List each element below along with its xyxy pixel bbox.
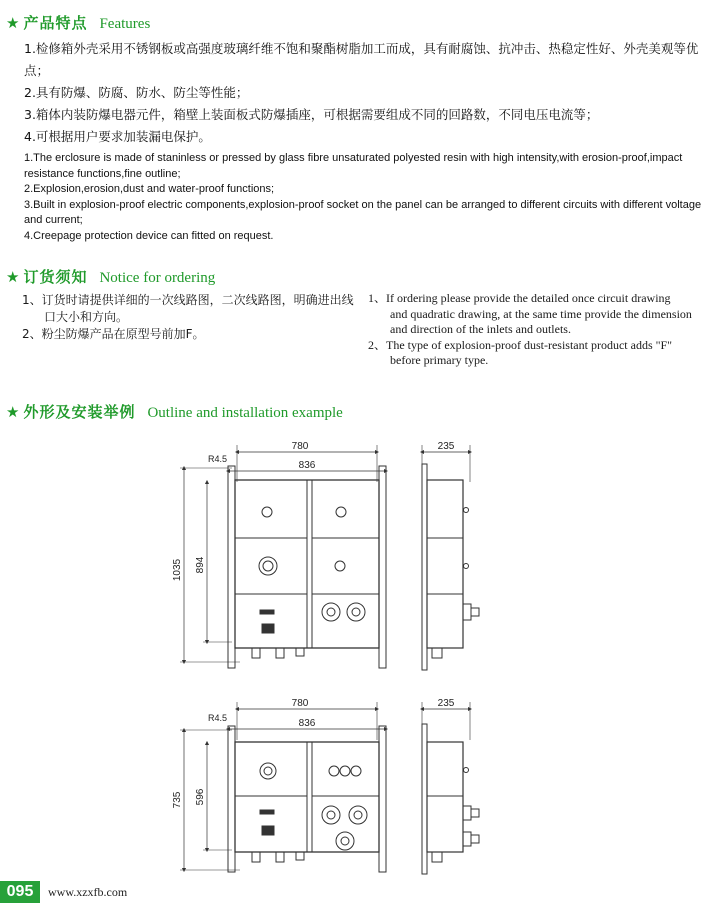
- features-en-item: 4.Creepage protection device can fitted on request.: [24, 229, 274, 242]
- drawing1-radius: R4.5: [208, 454, 228, 464]
- drawing2-height-body: 596: [195, 788, 206, 806]
- drawing1-depth: 235: [437, 441, 455, 452]
- star-icon: ★: [6, 403, 20, 421]
- features-en-item: 1.The erclosure is made of staninless or pressed by glass fibre unsaturated polyested resin with high intensity,with erosion-proof,impact resistance functions,fine outline;: [24, 152, 683, 180]
- ordering-cn-item: 2、粉尘防爆产品在原型号前加F。: [22, 327, 205, 341]
- features-en-list: [24, 151, 704, 244]
- drawing1-front-view: [180, 445, 386, 668]
- drawing2-radius: R4.5: [208, 713, 228, 723]
- ordering-heading: ★ 订货须知 Notice for ordering: [6, 268, 216, 286]
- features-cn-item: 1.检修箱外壳采用不锈钢板或高强度玻璃纤维不饱和聚酯树脂加工而成，具有耐腐蚀、抗冲击、热稳定性好、外壳美观等优点；: [24, 41, 699, 78]
- drawing2-depth: 235: [437, 698, 455, 709]
- drawing2-side-view: [422, 702, 479, 874]
- ordering-en-item-cont: and direction of the inlets and outlets.: [390, 322, 571, 336]
- ordering-en-item: 1、If ordering please provide the detailed once circuit drawing: [368, 291, 671, 305]
- features-cn-list: [24, 38, 700, 148]
- ordering-cn-item: 1、订货时请提供详细的一次线路图，二次线路图，明确进出线: [22, 293, 354, 307]
- ordering-cn-item-cont: 口大小和方向。: [44, 310, 129, 324]
- drawing2-width-mount: 836: [298, 718, 316, 729]
- ordering-en-item-cont: and quadratic drawing, at the same time provide the dimension: [390, 306, 692, 321]
- ordering-cn-list: [22, 292, 362, 343]
- ordering-en-item: 2、The type of explosion-proof dust-resistant product adds "F": [368, 337, 673, 352]
- drawing1-width-mount: 836: [298, 460, 316, 471]
- drawing1-side-view: [422, 445, 479, 670]
- page-number: 095: [0, 881, 40, 903]
- drawing2-front-view: [180, 702, 386, 872]
- features-cn-item: 4.可根据用户要求加装漏电保护。: [24, 129, 211, 144]
- star-icon: ★: [6, 268, 20, 286]
- features-heading: ★ 产品特点 Features: [6, 14, 151, 32]
- drawing2-width-outer: 780: [291, 698, 309, 709]
- features-cn-item: 3.箱体内装防爆电器元件，箱壁上装面板式防爆插座，可根据需要组成不同的回路数，不同电压电流等；: [24, 107, 599, 122]
- features-cn-item: 2.具有防爆、防腐、防水、防尘等性能；: [24, 85, 249, 100]
- features-en-item: 2.Explosion,erosion,dust and water-proof functions;: [24, 183, 275, 195]
- star-icon: ★: [6, 14, 20, 32]
- ordering-en-item-cont: before primary type.: [390, 353, 489, 367]
- drawing1-width-outer: 780: [291, 441, 309, 452]
- ordering-en-list: [368, 291, 704, 369]
- features-en-item: 3.Built in explosion-proof electric components,explosion-proof socket on the panel can be arranged to different circuits with different voltage and current;: [24, 198, 702, 226]
- drawing1-height-body: 894: [195, 556, 206, 574]
- drawing2-height-total: 735: [172, 791, 183, 809]
- drawing1-height-total: 1035: [172, 558, 183, 582]
- outline-drawings: [0, 430, 710, 910]
- outline-heading: ★ 外形及安装举例 Outline and installation example: [6, 403, 343, 421]
- website-url[interactable]: www.xzxfb.com: [48, 885, 128, 899]
